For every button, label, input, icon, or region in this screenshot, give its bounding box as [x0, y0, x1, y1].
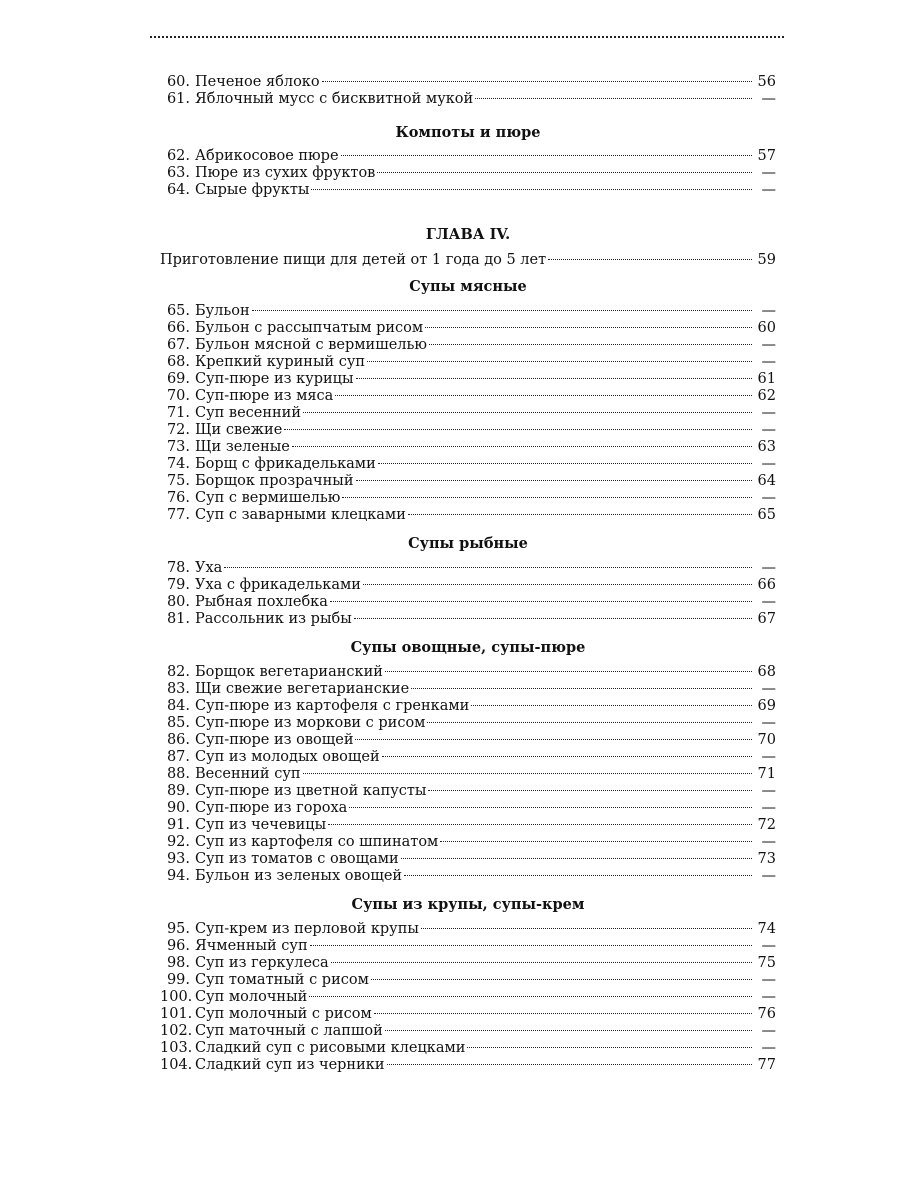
entry-page: 61: [757, 371, 776, 387]
entry-page: —: [761, 405, 776, 421]
entry-title: Суп из томатов с овощами: [195, 851, 399, 867]
entry-title: Бульон с рассыпчатым рисом: [195, 320, 424, 336]
chapter-subtitle: Приготовление пищи для детей от 1 года до 5 лет: [160, 252, 547, 268]
entry-title: Суп-пюре из картофеля с гренками: [195, 698, 470, 714]
entry-title: Абрикосовое пюре: [195, 148, 339, 164]
entry-number: 102.: [160, 1023, 193, 1039]
section-heading: Супы овощные, супы-пюре: [350, 639, 586, 656]
dot-leader: [342, 485, 752, 502]
entry-page: —: [761, 1023, 776, 1039]
entry-title: Суп-пюре из цветной капусты: [195, 783, 427, 799]
entry-title: Суп из молодых овощей: [195, 749, 380, 765]
entry-title: Суп с заварными клецками: [195, 507, 406, 523]
entry-title: Борщок вегетарианский: [195, 664, 383, 680]
entry-title: Рассольник из рыбы: [195, 611, 352, 627]
entry-page: —: [761, 989, 776, 1005]
entry-number: 60.: [166, 74, 190, 90]
entry-number: 73.: [166, 439, 190, 455]
entry-number: 92.: [166, 834, 190, 850]
entry-page: —: [761, 490, 776, 506]
entry-title: Суп-пюре из курицы: [195, 371, 354, 387]
entry-number: 104.: [160, 1057, 193, 1073]
entry-title: Суп из чечевицы: [195, 817, 327, 833]
entry-page: 68: [757, 664, 776, 680]
entry-page: —: [761, 165, 776, 181]
chapter-entry[interactable]: [160, 247, 776, 268]
entry-page: 69: [757, 698, 776, 714]
entry-page: —: [761, 749, 776, 765]
dot-leader: [421, 916, 752, 933]
entry-number: 72.: [166, 422, 190, 438]
dot-leader: [349, 795, 752, 812]
dot-leader: [428, 778, 752, 795]
entry-page: —: [761, 972, 776, 988]
entry-page: 72: [757, 817, 776, 833]
entry-number: 87.: [166, 749, 190, 765]
dot-leader: [341, 143, 752, 160]
entry-title: Суп томатный с рисом: [195, 972, 369, 988]
dot-leader: [356, 366, 752, 383]
entry-number: 80.: [166, 594, 190, 610]
entry-page: 57: [757, 148, 776, 164]
entry-title: Уха с фрикадельками: [195, 577, 361, 593]
entry-title: Суп весенний: [195, 405, 302, 421]
entry-title: Суп из картофеля со шпинатом: [195, 834, 439, 850]
entry-number: 64.: [166, 182, 190, 198]
preceding-entries: [160, 69, 776, 198]
entry-page: 76: [757, 1006, 776, 1022]
entry-page: —: [761, 456, 776, 472]
entry-page: —: [761, 182, 776, 198]
entry-number: 76.: [166, 490, 190, 506]
entry-page: —: [761, 560, 776, 576]
chapter-page: 59: [757, 252, 776, 268]
dot-leader: [331, 950, 752, 967]
entry-title: Пюре из сухих фруктов: [195, 165, 376, 181]
dot-leader: [401, 846, 752, 863]
entry-title: Весенний суп: [195, 766, 301, 782]
entry-number: 78.: [166, 560, 190, 576]
entry-title: Сырые фрукты: [195, 182, 310, 198]
entry-title: Суп из геркулеса: [195, 955, 329, 971]
entry-title: Борщок прозрачный: [195, 473, 354, 489]
entry-number: 88.: [166, 766, 190, 782]
entry-page: —: [761, 834, 776, 850]
entry-page: 62: [757, 388, 776, 404]
entry-title: Уха: [195, 560, 223, 576]
entry-page: —: [761, 303, 776, 319]
entry-number: 82.: [166, 664, 190, 680]
dot-leader: [382, 744, 752, 761]
entry-number: 90.: [166, 800, 190, 816]
dot-leader: [374, 1001, 752, 1018]
entry-page: 60: [757, 320, 776, 336]
dot-leader: [356, 468, 752, 485]
toc-entry[interactable]: [160, 315, 776, 336]
dot-leader: [335, 383, 752, 400]
entry-number: 83.: [166, 681, 190, 697]
section-heading: Супы рыбные: [408, 535, 528, 552]
toc-entry[interactable]: [160, 143, 776, 164]
entry-number: 94.: [166, 868, 190, 884]
top-dotted-rule: [150, 36, 784, 38]
entry-number: 66.: [166, 320, 190, 336]
section-heading: Компоты и пюре: [395, 124, 541, 141]
toc-entry[interactable]: [160, 916, 776, 937]
entry-number: 93.: [166, 851, 190, 867]
entry-number: 85.: [166, 715, 190, 731]
dot-leader: [303, 761, 752, 778]
entry-title: Ячменный суп: [195, 938, 308, 954]
dot-leader: [355, 727, 752, 744]
entry-title: Суп-крем из перловой крупы: [195, 921, 419, 937]
entry-number: 79.: [166, 577, 190, 593]
dot-leader: [363, 572, 752, 589]
dot-leader: [328, 812, 752, 829]
entry-title: Щи свежие: [195, 422, 283, 438]
dot-leader: [548, 247, 752, 264]
dot-leader: [387, 1052, 753, 1069]
section-heading: Супы из крупы, супы-крем: [351, 896, 585, 913]
entry-page: 64: [757, 473, 776, 489]
entry-number: 62.: [166, 148, 190, 164]
dot-leader: [429, 332, 752, 349]
entry-number: 63.: [166, 165, 190, 181]
entry-page: —: [761, 354, 776, 370]
entry-title: Крепкий куриный суп: [195, 354, 366, 370]
dot-leader: [224, 555, 752, 572]
entry-number: 75.: [166, 473, 190, 489]
dot-leader: [378, 451, 752, 468]
entry-title: Суп молочный с рисом: [195, 1006, 372, 1022]
entry-page: 73: [757, 851, 776, 867]
entry-page: —: [761, 1040, 776, 1056]
entry-number: 71.: [166, 405, 190, 421]
toc-entry[interactable]: [160, 69, 776, 90]
dot-leader: [427, 710, 752, 727]
entry-page: 74: [757, 921, 776, 937]
dot-leader: [367, 349, 752, 366]
toc-entry[interactable]: [160, 572, 776, 593]
entry-page: 77: [757, 1057, 776, 1073]
dot-leader: [475, 86, 752, 103]
entry-number: 69.: [166, 371, 190, 387]
entry-title: Суп-пюре из овощей: [195, 732, 354, 748]
entry-title: Печеное яблоко: [195, 74, 320, 90]
entry-title: Суп-пюре из моркови с рисом: [195, 715, 426, 731]
entry-number: 91.: [166, 817, 190, 833]
entry-page: —: [761, 594, 776, 610]
entry-number: 81.: [166, 611, 190, 627]
entry-page: —: [761, 868, 776, 884]
entry-number: 74.: [166, 456, 190, 472]
dot-leader: [292, 434, 752, 451]
toc-entry[interactable]: [160, 555, 776, 576]
entry-number: 95.: [166, 921, 190, 937]
dot-leader: [440, 829, 752, 846]
entry-number: 98.: [166, 955, 190, 971]
entry-title: Суп-пюре из мяса: [195, 388, 334, 404]
entry-page: —: [761, 681, 776, 697]
entry-page: 65: [757, 507, 776, 523]
dot-leader: [303, 400, 752, 417]
entry-title: Бульон из зеленых овощей: [195, 868, 403, 884]
entry-number: 89.: [166, 783, 190, 799]
entry-page: —: [761, 715, 776, 731]
entry-number: 101.: [160, 1006, 193, 1022]
entry-number: 100.: [160, 989, 193, 1005]
entry-number: 77.: [166, 507, 190, 523]
entry-page: 67: [757, 611, 776, 627]
entry-title: Суп молочный: [195, 989, 308, 1005]
dot-leader: [467, 1035, 752, 1052]
entry-title: Суп с вермишелью: [195, 490, 341, 506]
dot-leader: [408, 502, 752, 519]
entry-page: 70: [757, 732, 776, 748]
dot-leader: [309, 984, 752, 1001]
entry-title: Суп-пюре из гороха: [195, 800, 348, 816]
dot-leader: [425, 315, 752, 332]
entry-title: Щи свежие вегетарианские: [195, 681, 410, 697]
entry-page: —: [761, 800, 776, 816]
toc-entry[interactable]: [160, 659, 776, 680]
entry-title: Борщ с фрикадельками: [195, 456, 376, 472]
entry-page: 66: [757, 577, 776, 593]
chapter-title: ГЛАВА IV.: [425, 226, 511, 243]
entry-title: Рыбная похлебка: [195, 594, 328, 610]
dot-leader: [385, 659, 752, 676]
entry-page: —: [761, 422, 776, 438]
dot-leader: [311, 177, 752, 194]
entry-page: 75: [757, 955, 776, 971]
dot-leader: [330, 589, 752, 606]
entry-page: 71: [757, 766, 776, 782]
entry-title: Щи зеленые: [195, 439, 290, 455]
entry-number: 103.: [160, 1040, 193, 1056]
entry-title: Бульон мясной с вермишелью: [195, 337, 427, 353]
entry-number: 96.: [166, 938, 190, 954]
dot-leader: [310, 933, 752, 950]
dot-leader: [385, 1018, 752, 1035]
entry-number: 68.: [166, 354, 190, 370]
dot-leader: [471, 693, 752, 710]
chapter-sections: [160, 264, 776, 1073]
toc-entry[interactable]: [160, 298, 776, 319]
dot-leader: [322, 69, 752, 86]
entry-title: Бульон: [195, 303, 250, 319]
entry-number: 61.: [166, 91, 190, 107]
entry-number: 86.: [166, 732, 190, 748]
entry-number: 84.: [166, 698, 190, 714]
dot-leader: [377, 160, 752, 177]
entry-number: 67.: [166, 337, 190, 353]
entry-page: —: [761, 337, 776, 353]
entry-number: 70.: [166, 388, 190, 404]
dot-leader: [411, 676, 752, 693]
table-of-contents: [160, 69, 776, 1073]
entry-page: 56: [757, 74, 776, 90]
entry-number: 99.: [166, 972, 190, 988]
entry-title: Суп маточный с лапшой: [195, 1023, 383, 1039]
entry-page: —: [761, 91, 776, 107]
entry-number: 65.: [166, 303, 190, 319]
entry-title: Сладкий суп из черники: [195, 1057, 385, 1073]
entry-page: 63: [757, 439, 776, 455]
dot-leader: [284, 417, 752, 434]
entry-title: Яблочный мусс с бисквитной мукой: [195, 91, 474, 107]
entry-page: —: [761, 938, 776, 954]
section-heading: Супы мясные: [409, 278, 527, 295]
entry-page: —: [761, 783, 776, 799]
dot-leader: [354, 606, 752, 623]
entry-title: Сладкий суп с рисовыми клецками: [195, 1040, 466, 1056]
dot-leader: [252, 298, 752, 315]
dot-leader: [404, 863, 752, 880]
dot-leader: [371, 967, 752, 984]
